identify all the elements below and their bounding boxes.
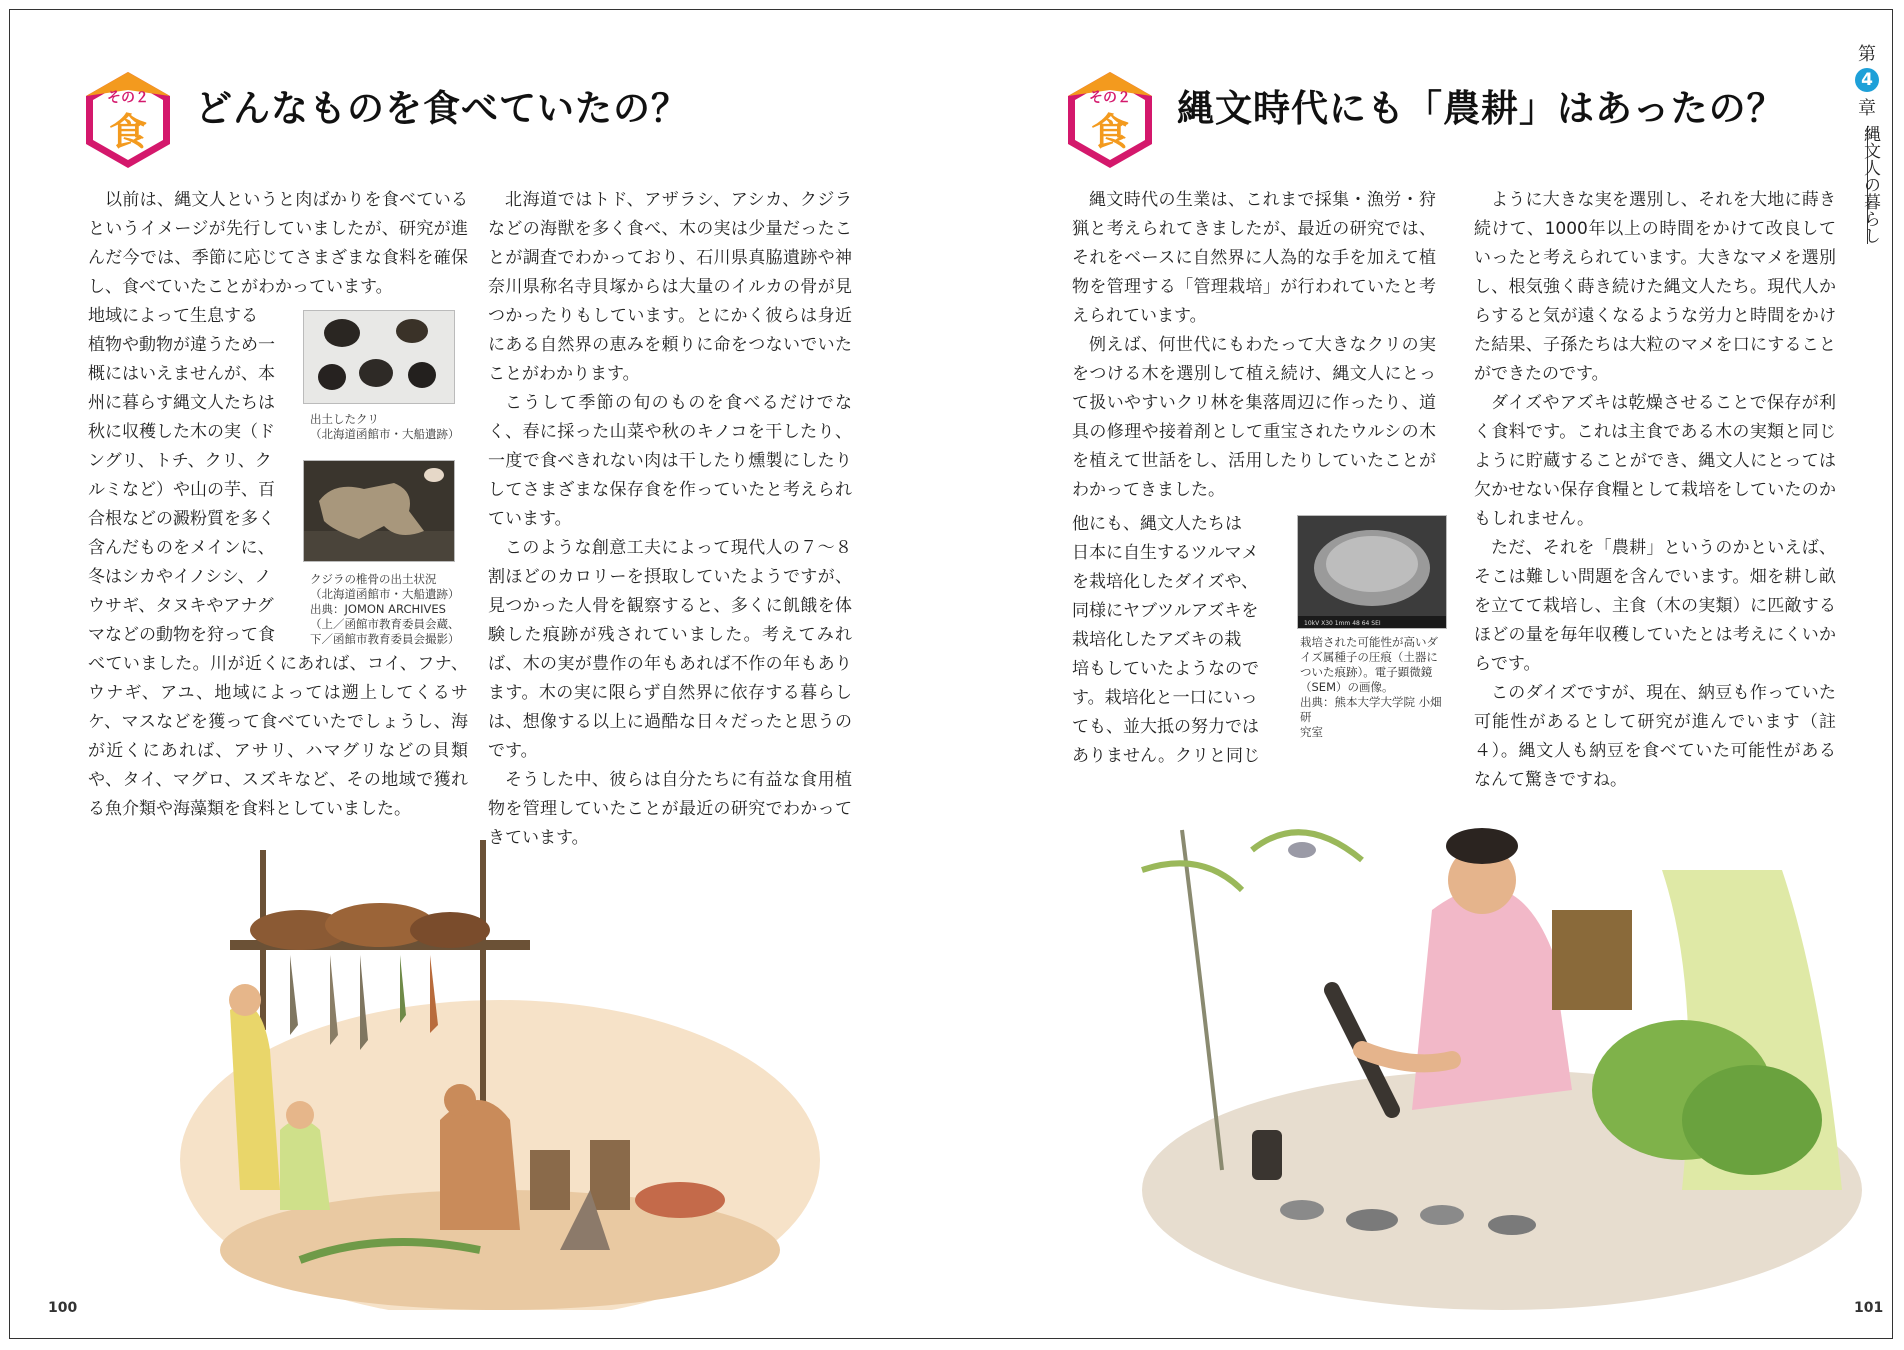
paragraph: 北海道ではトド、アザラシ、アシカ、クジラなどの海獣を多く食べ、木の実は少量だったことが調査でわかっており、石川県真脇遺跡や神奈川県称名寺貝塚からは大量のイルカの骨が見つかったりもしています。とにかく彼らは身近にある自然界の恵みを頼りに命をつないでいたことがわかります。 [488, 190, 852, 384]
paragraph: ように大きな実を選別し、それを大地に蒔き続けて、1000年以上の時間をかけて改良していったと考えられています。大きなマメを選別し、根気強く蒔き続けた縄文人たち。現代人からすると気が遠くなるような労力と時間をかけた結果、子孫たちは大粒のマメを口にすることができたのです。 [1474, 190, 1836, 384]
paragraph: そうした中、彼らは自分たちに有益な食用植物を管理していたことが最近の研究でわかってきています。 [488, 770, 852, 848]
svg-text:食: 食 [108, 110, 148, 154]
jomon-food-prep-illustration [170, 830, 830, 1310]
paragraph: このような創意工夫によって現代人の７〜８割ほどのカロリーを摂取していたようですが、見つかった人骨を観察すると、多くに飢餓を体験した痕跡が残されていました。考えてみれば、木の実が豊作の年もあれば不作の年もあります。木の実に限らず自然界に依存する暮らしは、想像する以上に過酷な日々だったと思うのです。 [488, 538, 852, 761]
text-line: ルミなど）や山の芋、百 [88, 480, 275, 500]
text-line: 栽培化したアズキの栽 [1072, 630, 1242, 650]
paragraph: 以前は、縄文人というと肉ばかりを食べているというイメージが先行していましたが、研究が進んだ今では、季節に応じてさまざまな食料を確保し、食べていたことがわかっています。 [88, 190, 468, 297]
text-line: 地域によって生息する [88, 306, 258, 326]
left-narrow-text [88, 302, 288, 650]
text-line: 州に暮らす縄文人たちは [88, 393, 275, 413]
text-line: ありません。クリと同じ [1072, 746, 1261, 766]
paragraph: ただ、それを「農耕」というのかといえば、そこは難しい問題を含んでいます。畑を耕し畝を立てて栽培し、主食（木の実類）に匹敵するほどの量を毎年収穫していたとは考えにくいからです。 [1474, 538, 1836, 674]
text-line: 含んだものをメインに、 [88, 538, 275, 558]
paragraph: ダイズやアズキは乾燥させることで保存が利く食料です。これは主食である木の実類と同じように貯蔵することができ、縄文人にとっては欠かせない保存食糧として栽培をしていたのかもしれません。 [1474, 393, 1836, 529]
text-line: 概にはいえませんが、本 [88, 364, 275, 384]
chapter-number: 4 [1855, 68, 1879, 92]
photo-caption: 出土したクリ （北海道函館市・大船遺跡） [310, 412, 460, 441]
page-title: どんなものを食べていたの？ [195, 87, 689, 130]
right-col2 [1474, 186, 1836, 795]
right-narrow-text [1072, 510, 1272, 771]
text-line: 他にも、縄文人たちは [1072, 514, 1242, 534]
left-col2 [488, 186, 852, 853]
text-line: 冬はシカやイノシシ、ノ [88, 567, 272, 587]
text-line: 秋に収穫した木の実（ド [88, 422, 275, 442]
paragraph: こうして季節の旬のものを食べるだけでなく、春に採った山菜や秋のキノコを干したり、一度で食べきれない肉は干したり燻製にしたりしてさまざまな保存食を作っていたと考えられています。 [488, 393, 852, 529]
text-line: ングリ、トチ、クリ、ク [88, 451, 272, 471]
right-page [1042, 10, 1894, 1338]
text-line: す。栽培化と一口にいっ [1072, 688, 1258, 708]
left-col1 [88, 186, 468, 302]
svg-text:食: 食 [1090, 110, 1130, 154]
photo-caption: 栽培された可能性が高いダ イズ属種子の圧痕（土器に ついた痕跡）。電子顕微鏡 （SEM）の画像。 出典：熊本大学大学院 小畑研 究室 [1300, 635, 1442, 739]
text-line: 植物や動物が違うため一 [88, 335, 275, 355]
sem-soybean-photo [1297, 515, 1447, 629]
food-badge-icon [78, 70, 178, 170]
paragraph: 縄文時代の生業は、これまで採集・漁労・狩猟と考えられてきましたが、最近の研究では、それをベースに自然界に人為的な手を加えて植物を管理する「管理栽培」が行われていたと考えられています。 [1072, 190, 1436, 326]
text-line: を栽培化したダイズや、 [1072, 572, 1259, 592]
left-page [10, 10, 1042, 1338]
jomon-farming-illustration [1102, 790, 1862, 1310]
text-line: マなどの動物を狩って食 [88, 625, 275, 645]
paragraph: べていました。川が近くにあれば、コイ、フナ、ウナギ、アユ、地域によっては遡上してくるサケ、マスなどを獲って食べていたでしょうし、海が近くにあれば、アサリ、ハマグリなどの貝類や、タイ、マグロ、スズキなど、その地域で獲れる魚介類や海藻類を食料としていました。 [88, 654, 468, 819]
chapter-title: 縄文人の暮らし [1860, 125, 1880, 244]
page-number: 100 [48, 1300, 78, 1316]
text-line: ても、並大抵の努力では [1072, 717, 1259, 737]
chestnut-photo [303, 310, 455, 404]
food-badge-icon [1060, 70, 1160, 170]
book-spread [9, 9, 1893, 1339]
left-col1-bottom [88, 650, 468, 824]
svg-text:その２: その２ [107, 90, 149, 106]
text-line: 同様にヤブツルアズキを [1072, 601, 1259, 621]
svg-text:その２: その２ [1089, 90, 1131, 106]
photo-caption: クジラの椎骨の出土状況 （北海道函館市・大船遺跡） 出典：JOMON ARCHIVES （上／函館市教育委員会蔵、 下／函館市教育委員会撮影） [310, 572, 460, 646]
paragraph: 例えば、何世代にもわたって大きなクリの実をつける木を選別して植え続け、縄文人にとって扱いやすいクリ林を集落周辺に作ったり、道具の修理や接着剤として重宝されたウルシの木を植えて世話をし、活用したりしていたことがわかってきました。 [1072, 335, 1436, 500]
page-number: 101 [1854, 1300, 1884, 1316]
svg-text:10kV X30 1mm 48 64 SEI: 10kV X30 1mm 48 64 SEI [1304, 620, 1381, 627]
page-title: 縄文時代にも「農耕」はあったの？ [1177, 87, 1785, 130]
text-line: 培もしていたようなので [1072, 659, 1259, 679]
text-line: 日本に自生するツルマメ [1072, 543, 1259, 563]
text-line: ウサギ、タヌキやアナグ [88, 596, 274, 616]
right-col1 [1072, 186, 1436, 505]
text-line: 合根などの澱粉質を多く [88, 509, 275, 529]
chapter-tab: 第 4 章 [1852, 40, 1882, 244]
whale-bone-photo [303, 460, 455, 562]
paragraph: このダイズですが、現在、納豆も作っていた可能性があるとして研究が進んでいます（註４）。縄文人も納豆を食べていた可能性があるなんて驚きですね。 [1474, 683, 1836, 790]
